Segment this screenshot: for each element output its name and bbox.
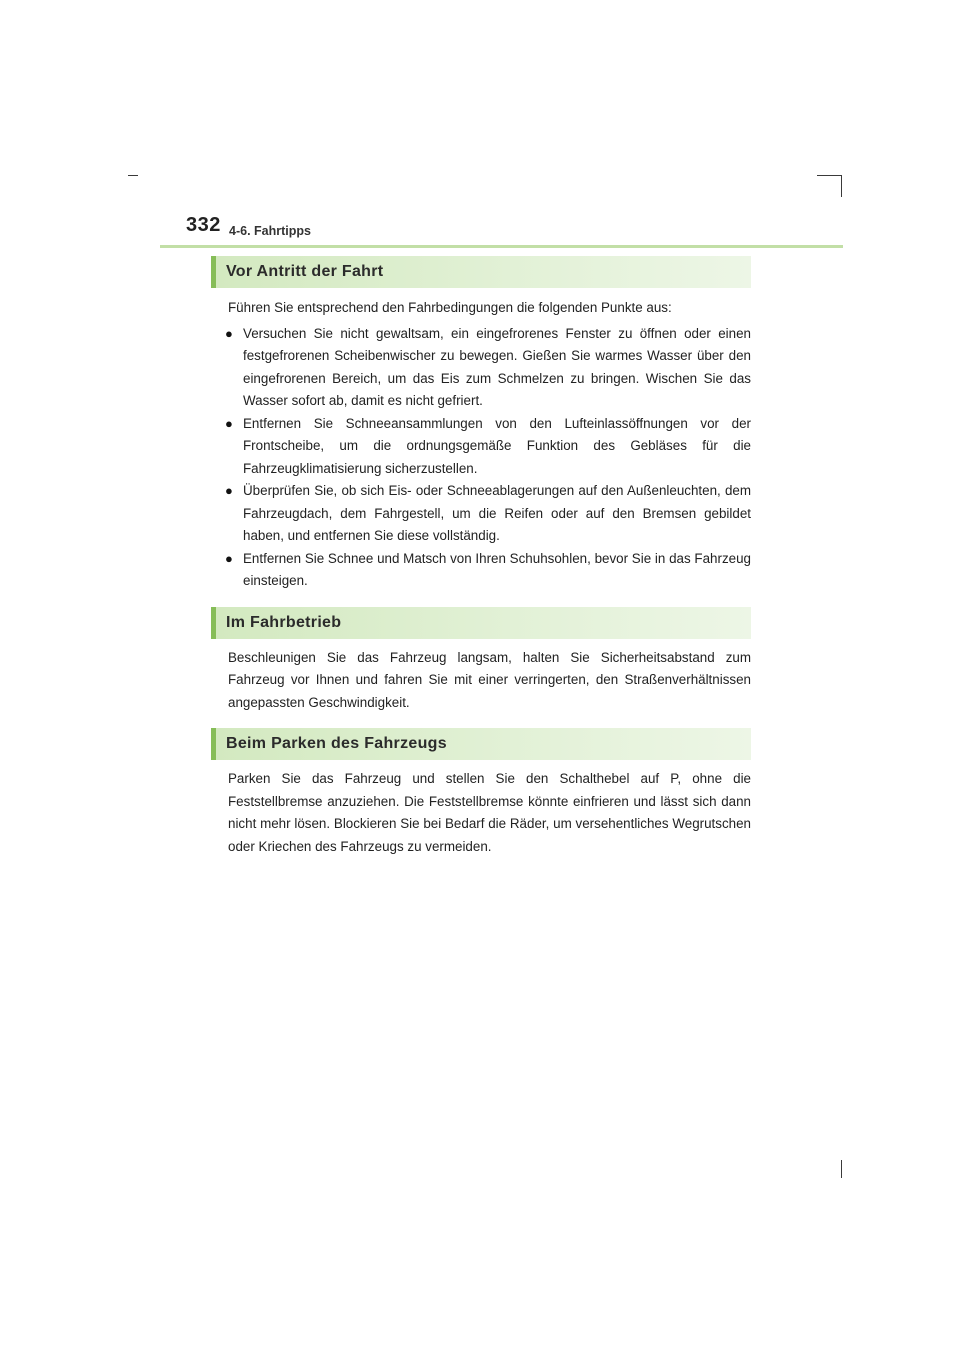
list-item-text: Versuchen Sie nicht gewaltsam, ein eingefrorenes Fenster zu öffnen oder einen festgefrorenen Scheibenwischer zu bewegen. Gießen Sie warmes Wasser über den eingefrorenen Bereich, um das Eis zum Schmelzen zu bringen. Wischen Sie das Wasser sofort ab, damit es nicht gefriert.: [243, 325, 751, 408]
section-body: Beschleunigen Sie das Fahrzeug langsam, halten Sie Sicherheitsabstand zum Fahrzeug vor Ihnen und fahren Sie mit einer verringerten, den Straßenverhältnissen angepassten Geschwindigkeit.: [228, 649, 751, 710]
list-item: [211, 413, 751, 481]
section-intro: Führen Sie entsprechend den Fahrbedingungen die folgenden Punkte aus:: [228, 300, 672, 315]
bullet-icon: ●: [225, 483, 233, 498]
section-heading-text: Im Fahrbetrieb: [226, 613, 342, 631]
bullet-icon: ●: [225, 415, 233, 431]
crop-mark-top-right-v: [841, 175, 842, 197]
list-item: [211, 323, 751, 413]
header-rule: [160, 245, 843, 248]
page-content: [211, 256, 751, 858]
bullet-icon: ●: [225, 550, 233, 566]
list-item: [211, 548, 751, 593]
list-item-text: Überprüfen Sie, ob sich Eis- oder Schneeablagerungen auf den Außenleuchten, dem Fahrzeugdach, dem Fahrgestell, um die Reifen oder auf den Bremsen gebildet haben, und entfernen Sie diese vollständig.: [243, 483, 751, 543]
bullet-list: [211, 323, 751, 593]
section-body: Parken Sie das Fahrzeug und stellen Sie den Schalthebel auf P, ohne die Feststellbremse anzuziehen. Die Feststellbremse könnte einfrieren und lässt sich dann nicht mehr lösen. Blockieren Sie bei Bedarf die Räder, um versehentliches Wegrutschen oder Kriechen des Fahrzeugs zu vermeiden.: [228, 771, 751, 854]
list-item-text: Entfernen Sie Schnee und Matsch von Ihren Schuhsohlen, bevor Sie in das Fahrzeug einsteigen.: [243, 550, 751, 588]
crop-mark-top-right-h: [817, 175, 842, 176]
section-heading-text: Beim Parken des Fahrzeugs: [226, 735, 447, 752]
bullet-icon: ●: [225, 325, 233, 341]
crop-mark-bottom-right-v: [841, 1160, 842, 1178]
crop-mark-top-left: [128, 175, 138, 176]
list-item-text: Entfernen Sie Schneeansammlungen von den Lufteinlassöffnungen vor der Frontscheibe, um die ordnungsgemäße Funktion des Gebläses für die Fahrzeugklimatisierung sicherzustellen.: [243, 415, 751, 476]
page-number: 332: [186, 214, 221, 236]
chapter-section-label: 4-6. Fahrtipps: [229, 224, 311, 238]
section-heading-beim-parken: [211, 728, 751, 760]
section-heading-text: Vor Antritt der Fahrt: [226, 263, 384, 280]
section-heading-vor-antritt: [211, 256, 751, 288]
section-heading-im-fahrbetrieb: [211, 607, 751, 639]
list-item: [211, 480, 751, 548]
